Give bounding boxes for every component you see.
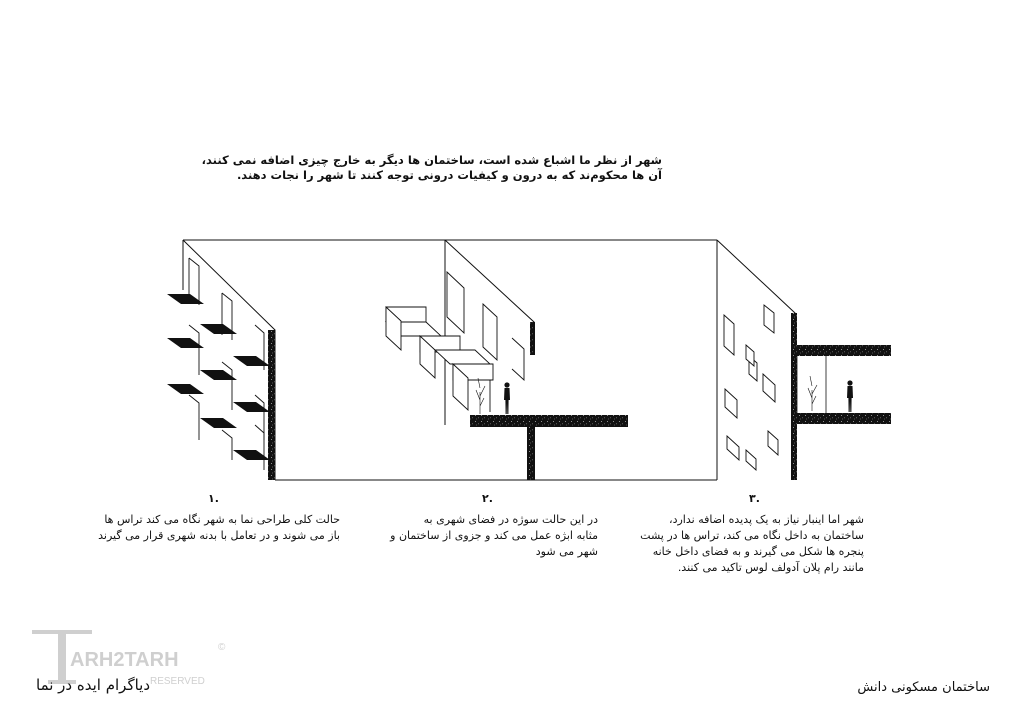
panel-2-caption-line: در این حالت سوژه در فضای شهری به — [423, 513, 598, 526]
panel-2-caption — [370, 512, 598, 560]
footer-project-name: ساختمان مسکونی دانش — [857, 680, 990, 695]
header-line-2: آن ها محکوم‌ند که به درون و کیفیات درونی توجه کنند تا شهر را نجات دهند. — [236, 168, 662, 182]
panel-2-drawing — [386, 240, 628, 480]
panel-3-drawing — [717, 240, 891, 480]
panel-1-caption-line: حالت کلی طراحی نما به شهر نگاه می کند تراس ها — [104, 513, 340, 526]
tree-icon — [808, 376, 817, 411]
panel-3-caption-line: ساختمان به داخل نگاه می کند، تراس ها در پشت — [640, 529, 864, 542]
panel-1-caption-line: باز می شوند و در تعامل با بدنه شهری قرار می گیرند — [98, 529, 340, 542]
tree-icon — [476, 378, 485, 414]
panel-2-caption-line: شهر می شود — [535, 545, 598, 558]
footer-diagram-title: دیاگرام ایده در نما — [36, 676, 151, 694]
panel-3-caption — [620, 512, 864, 576]
panel-1-caption — [100, 512, 340, 544]
panel-3-number: ۳. — [749, 492, 760, 505]
panel-2-caption-line: مثابه ابژه عمل می کند و جزوی از ساختمان و — [390, 529, 598, 542]
panel-1-drawing — [167, 240, 275, 480]
header-line-1: شهر از نظر ما اشباع شده است، ساختمان ها دیگر به خارج چیزی اضافه نمی کنند، — [201, 153, 662, 167]
panel-3-caption-line: مانند رام پلان آدولف لوس تاکید می کنند. — [677, 561, 864, 574]
watermark-tagline: RESERVED — [150, 676, 205, 687]
panel-3-caption-line: پنجره ها شکل می گیرند و به فضای داخل خانه — [652, 545, 864, 558]
panel-3-caption-line: شهر اما اینبار نیاز به یک پدیده اضافه ندارد، — [669, 513, 864, 526]
watermark-symbol: © — [218, 642, 226, 653]
watermark-brand: ARH2TARH — [70, 649, 179, 671]
panel-2-number: ۲. — [482, 492, 493, 505]
panel-1-number: ۱. — [208, 492, 219, 505]
